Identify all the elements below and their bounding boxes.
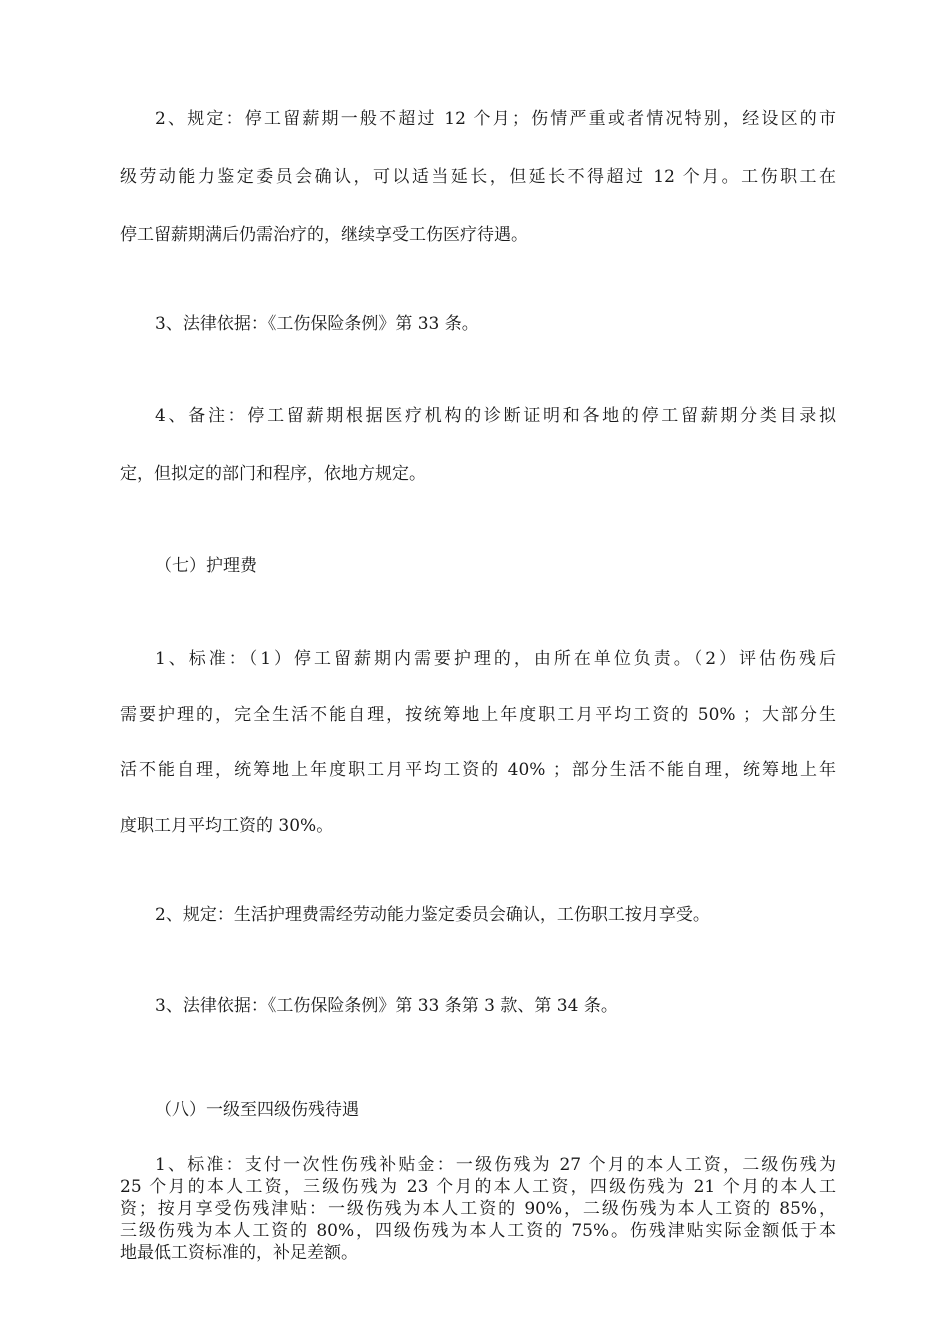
paragraph-line: 2、规定：生活护理费需经劳动能力鉴定委员会确认，工伤职工按月享受。 bbox=[155, 905, 710, 925]
paragraph-line: 级劳动能力鉴定委员会确认，可以适当延长，但延长不得超过 12 个月。工伤职工在 bbox=[120, 167, 836, 187]
paragraph-line: 2、规定：停工留薪期一般不超过 12 个月；伤情严重或者情况特别，经设区的市 bbox=[155, 109, 836, 129]
section-heading: （八）一级至四级伤残待遇 bbox=[155, 1100, 359, 1120]
paragraph-line: 地最低工资标准的，补足差额。 bbox=[120, 1243, 358, 1263]
paragraph-line: 需要护理的，完全生活不能自理，按统筹地上年度职工月平均工资的 50% ；大部分生 bbox=[120, 705, 836, 725]
paragraph-line: 25 个月的本人工资，三级伤残为 23 个月的本人工资，四级伤残为 21 个月的本人工 bbox=[120, 1177, 836, 1197]
paragraph-line: 4、备注：停工留薪期根据医疗机构的诊断证明和各地的停工留薪期分类目录拟 bbox=[155, 406, 836, 426]
paragraph-line: 3、法律依据：《工伤保险条例》第 33 条第 3 款、第 34 条。 bbox=[155, 996, 618, 1016]
paragraph-line: 停工留薪期满后仍需治疗的，继续享受工伤医疗待遇。 bbox=[120, 225, 528, 245]
paragraph-line: 1、标准：（1）停工留薪期内需要护理的，由所在单位负责。（2）评估伤残后 bbox=[155, 649, 836, 669]
paragraph-line: 定，但拟定的部门和程序，依地方规定。 bbox=[120, 464, 426, 484]
paragraph-line: 1、标准：支付一次性伤残补贴金：一级伤残为 27 个月的本人工资，二级伤残为 bbox=[155, 1155, 836, 1175]
paragraph-line: 三级伤残为本人工资的 80%，四级伤残为本人工资的 75%。伤残津贴实际金额低于本 bbox=[120, 1221, 836, 1241]
paragraph-line: 活不能自理，统筹地上年度职工月平均工资的 40% ；部分生活不能自理，统筹地上年 bbox=[120, 760, 836, 780]
paragraph-line: 资；按月享受伤残津贴：一级伤残为本人工资的 90%，二级伤残为本人工资的 85%， bbox=[120, 1199, 836, 1219]
paragraph-line: 3、法律依据：《工伤保险条例》第 33 条。 bbox=[155, 314, 479, 334]
paragraph-line: 度职工月平均工资的 30%。 bbox=[120, 816, 334, 836]
section-heading: （七）护理费 bbox=[155, 556, 257, 576]
